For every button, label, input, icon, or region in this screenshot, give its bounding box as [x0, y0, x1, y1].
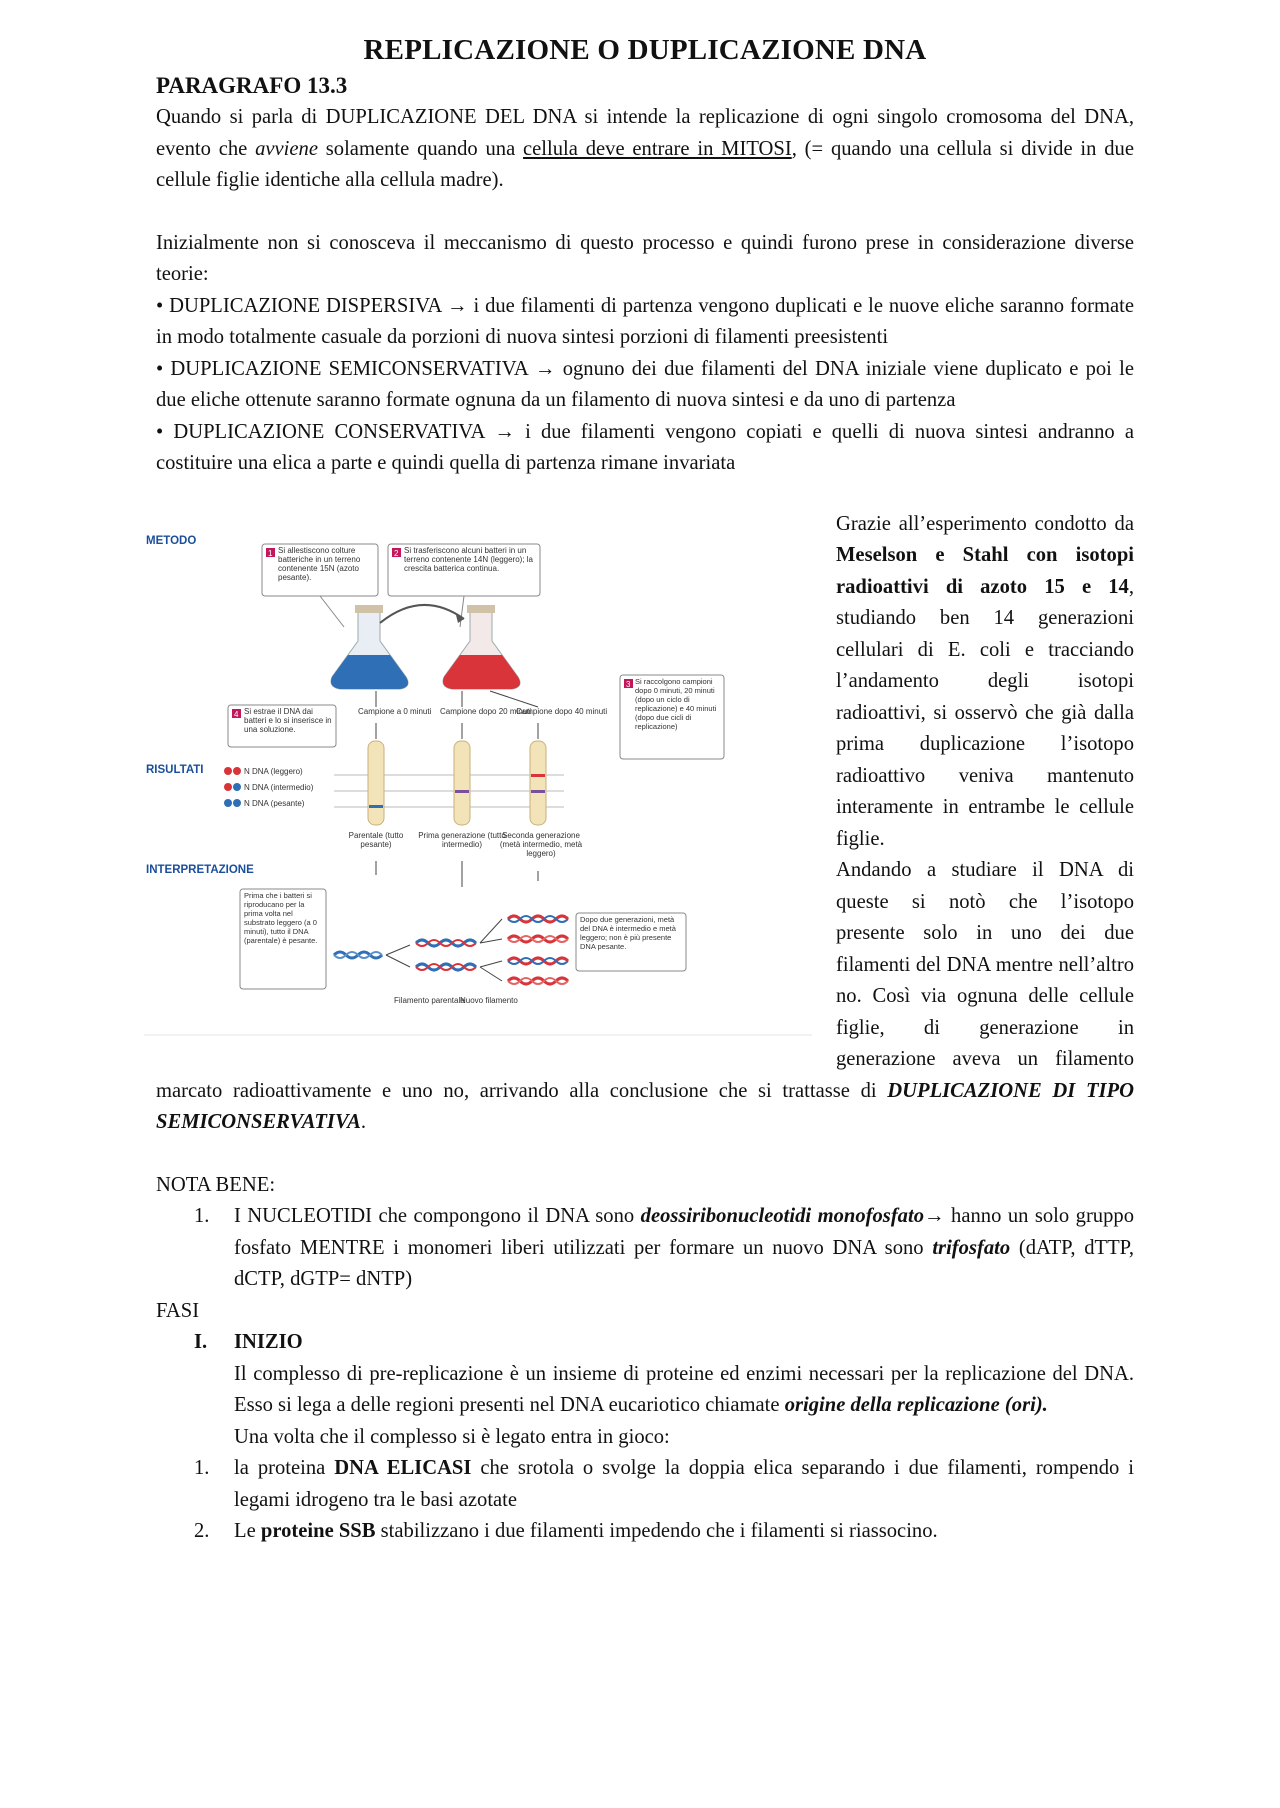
tube2-caption: Prima generazione (tutto intermedio): [418, 830, 506, 849]
phase-item: I. INIZIO: [194, 1331, 303, 1353]
svg-text:3: 3: [626, 679, 631, 689]
theory-semiconservativa: • DUPLICAZIONE SEMICONSERVATIVA → ognuno dei due filamenti del DNA iniziale viene duplicato e poi le due eliche ottenute saranno formate ognuna da un filamento di nuova sintesi e da uno di partenza: [156, 357, 1134, 411]
section-subtitle: PARAGRAFO 13.3: [156, 73, 348, 98]
theory-dispersiva: • DUPLICAZIONE DISPERSIVA → i due filamenti di partenza vengono duplicati e le nuove eliche saranno formate in modo totalmente casuale da porzioni di nuova sintesi porzioni di filamenti preesistenti: [156, 294, 1134, 348]
sample-0: Campione a 0 minuti: [358, 706, 432, 716]
list-item: 1. I NUCLEOTIDI che compongono il DNA sono deossiribonucleotidi monofosfato→ hanno un solo gruppo fosfato MENTRE i monomeri liberi utilizzati per formare un nuovo DNA sono trifosfato (dATP, dTTP, dCTP, dGTP= dNTP): [194, 1205, 1135, 1290]
phase-paragraph: Il complesso di pre-replicazione è un insieme di proteine ed enzimi necessari per la replicazione del DNA. Esso si lega a delle regioni presenti nel DNA eucariotico chiamate origine della replicazione (ori).: [234, 1362, 1134, 1416]
svg-text:Campione a 0 minuti: [358, 707, 432, 716]
tube1-caption: Parentale (tutto pesante): [348, 830, 404, 849]
list-item: 2. Le proteine SSB stabilizzano i due filamenti impedendo che i filamenti si riassocino.: [194, 1520, 938, 1542]
phase-list: [156, 1327, 1134, 1359]
phase-paragraph-2: Una volta che il complesso si è legato entra in gioco:: [234, 1425, 670, 1448]
theory-conservativa: • DUPLICAZIONE CONSERVATIVA → i due filamenti vengono copiati e quelli di nuova sintesi andranno a costituire una elica a parte e quindi quella di partenza rimane invariata: [156, 420, 1134, 474]
tube-first-gen: [454, 741, 470, 825]
intro-paragraph: Quando si parla di DUPLICAZIONE DEL DNA si intende la replicazione di ogni singolo cromosoma del DNA, evento che avviene solamente quando una cellula deve entrare in MITOSI, (= quando una cellula si divide in due cellule figlie identiche alla cellula madre).: [156, 106, 1134, 191]
fasi-label: FASI: [156, 1299, 200, 1322]
fil-parent-label: Filamento parentale: [394, 995, 465, 1005]
fil-new-label: Nuovo filamento: [460, 995, 518, 1005]
list-item: 1. la proteina DNA ELICASI che srotola o svolge la doppia elica separando i due filamenti, rompendo i legami idrogeno tra le basi azotate: [194, 1457, 1135, 1511]
interp-left-box: Prima che i batteri si riproducano per la prima volta nel substrato leggero (a 0 minuti), tutto il DNA (parentale) è pesante.: [240, 889, 326, 989]
nota-list: [156, 1201, 1134, 1296]
svg-text:4: 4: [234, 709, 239, 719]
label-interpretazione: INTERPRETAZIONE: [146, 863, 254, 876]
label-metodo: METODO: [146, 534, 197, 547]
label-risultati: RISULTATI: [146, 763, 204, 776]
step-2-box: 2 Si trasferiscono alcuni batteri in un terreno contenente 14N (leggero); la crescita batterica continua.: [388, 544, 540, 596]
page-title: REPLICAZIONE O DUPLICAZIONE DNA: [363, 34, 927, 66]
meselson-stahl-figure: [144, 515, 812, 1059]
step-1-box: 1 Si allestiscono colture batteriche in un terreno contenente 15N (azoto pesante).: [262, 544, 378, 596]
steps-list: [156, 1453, 1134, 1548]
legend-light: N DNA (leggero): [244, 766, 303, 776]
svg-text:1: 1: [268, 548, 273, 558]
tube-second-gen: [530, 741, 546, 825]
nota-label: NOTA BENE:: [156, 1173, 276, 1196]
tube3-caption: Seconda generazione (metà intermedio, metà leggero): [499, 830, 583, 858]
sample-20: Campione dopo 20 minuti: [440, 706, 532, 716]
svg-text:2: 2: [394, 548, 399, 558]
sample-40: Campione dopo 40 minuti: [516, 706, 608, 716]
experiment-paragraph: Grazie all’esperimento condotto da Meselson e Stahl con isotopi radioattivi di azoto 15 e 14, studiando ben 14 generazioni cellulari di E. coli e tracciando l’andamento degli isotopi radioattivi, si osservò che già dalla prima duplicazione l’isotopo radioattivo veniva mantenuto interamente in entrambe le cellule figlie. Andando a studiare il DNA di queste si notò che l’isotopo presente solo in uno dei due filamenti del DNA mentre nell’altro no. Così via ognuna delle cellule figlie, di generazione in generazione aveva un filamento marcato radioattivamente e uno no, arrivando alla conclusione che si trattasse di DUPLICAZIONE DI TIPO SEMICONSERVATIVA.: [156, 512, 1134, 1133]
document-page: [146, 30, 1135, 1548]
legend-heavy: N DNA (pesante): [244, 798, 305, 808]
tube-parental: [368, 741, 384, 825]
theories-intro: Inizialmente non si conosceva il meccanismo di questo processo e quindi furono prese in considerazione diverse teorie:: [156, 231, 1134, 285]
step-3-box: 3 Si raccolgono campioni dopo 0 minuti, 20 minuti (dopo un ciclo di replicazione) e 40 minuti (dopo due cicli di replicazione): [620, 675, 724, 759]
step-4-box: 4 Si estrae il DNA dai batteri e lo si inserisce in una soluzione.: [228, 705, 336, 747]
interp-right-box: Dopo due generazioni, metà del DNA è intermedio e metà leggero; non è più presente DNA pesante.: [576, 913, 686, 971]
svg-text:Campione dopo 40 minuti: [516, 707, 607, 716]
legend-mid: N DNA (intermedio): [244, 782, 314, 792]
